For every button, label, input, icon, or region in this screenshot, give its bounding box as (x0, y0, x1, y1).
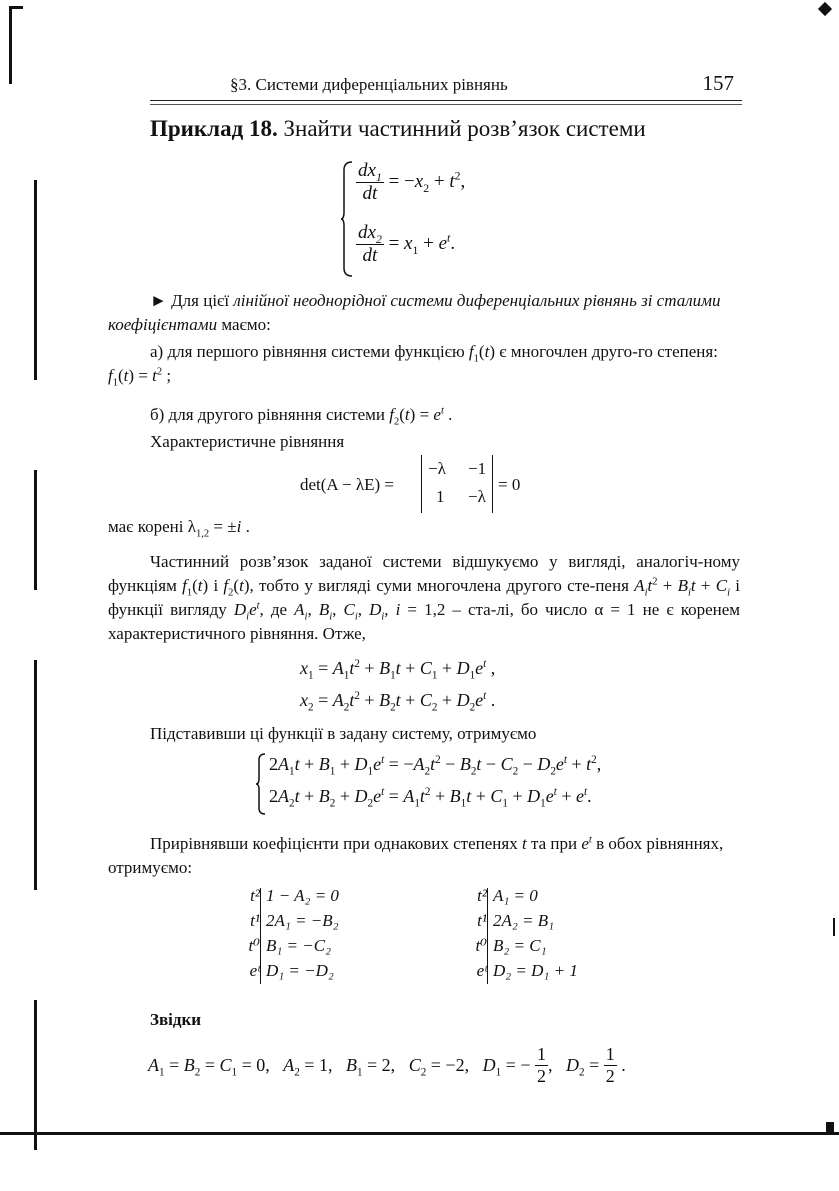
scan-edge-left-3 (34, 660, 37, 890)
page-number: 157 (702, 71, 734, 95)
table-row (230, 961, 380, 986)
determinant (300, 455, 560, 515)
intro-plain: Для цієї (171, 291, 230, 310)
substituted-eq1: $2A_1t + B_1 + D_1e^t = -A_2t^2 - B_2t - C_2 - D_2e^t + t^2$, (269, 754, 602, 778)
table-row (230, 886, 380, 911)
table-row (457, 936, 627, 961)
solution-form (300, 652, 495, 716)
roots-label: має корені (108, 517, 184, 536)
particular-text-3: і функції вигляду (108, 576, 741, 619)
x2-form: $x_2 = A_2t^2 + B_2t + C_2 + D_2e^t$ . (300, 690, 496, 714)
scan-edge-right (833, 918, 835, 936)
system-eq1: $\frac{dx_1}{dt}$ = $-x_2 + t^2$, (358, 160, 466, 204)
fraction-one-half-2: $\frac{1}{2}$ (605, 1044, 615, 1086)
table-value: D₂ = D₁ + 1 (493, 961, 578, 980)
table-value: B₂ = C₁ (493, 936, 547, 955)
system-brace (340, 160, 354, 278)
table-key: t² (250, 886, 260, 905)
table-row (230, 936, 380, 961)
table-value: A₁ = 0 (493, 886, 538, 905)
example-heading (150, 116, 646, 142)
substitute-line: Підставивши ці функції в задану систему, отримуємо (150, 724, 537, 743)
det-cell-11: −λ (428, 459, 446, 478)
table-key: eᵗ (249, 961, 260, 980)
coef-table-left (230, 886, 380, 986)
example-title: Знайти частинний розв’язок системи (283, 116, 646, 141)
final-result: $A_1 = B_2 = C_1 = 0$, $A_2 = 1$, $B_1 = 2$, $C_2 = -2$, $D_1$ = − $\frac{1}{2}$ , $D_2$ = $\frac{1}{2}$ . (148, 1044, 626, 1086)
equate-text-2: та при (530, 834, 578, 853)
substituted-eq2: $2A_2t + B_2 + D_2e^t = A_1t^2 + B_1t + C_1 + D_1e^t + e^t$. (269, 786, 592, 810)
hence-label: Звідки (150, 1010, 202, 1029)
item-a-mid: є многочлен друго-го степеня: (499, 342, 718, 361)
table-value: 1 − A₂ = 0 (266, 886, 339, 905)
intro-end: маємо: (221, 315, 271, 334)
table-key: t² (477, 886, 487, 905)
x1-form: $x_1 = A_1t^2 + B_1t + C_1 + D_1e^t$ , (300, 658, 496, 682)
table-value: D₁ = −D₂ (266, 961, 334, 980)
scan-edge-left-2 (34, 470, 37, 590)
item-b: б) для другого рівняння системи $f_2(t) = e^t$ . (150, 405, 453, 428)
substituted-brace (255, 752, 267, 816)
scan-edge-bottom-right (826, 1122, 834, 1134)
det-lhs: det(A − λE) = (300, 475, 394, 494)
table-row (457, 911, 627, 936)
particular-text-4: , де (259, 600, 288, 619)
intro-paragraph (108, 289, 740, 337)
table-row (230, 911, 380, 936)
char-eq-label: Характеристичне рівняння (150, 432, 345, 451)
table-row (457, 961, 627, 986)
scan-edge-top-left-corner (9, 6, 23, 9)
example-label: Приклад 18. (150, 116, 278, 141)
scan-edge-top-right (818, 2, 832, 16)
table-key: t¹ (477, 911, 487, 930)
table-key: eᵗ (476, 961, 487, 980)
table-value: B₁ = −C₂ (266, 936, 331, 955)
header-title: §3. Системи диференціальних рівнянь (230, 75, 508, 94)
particular-text-5: – ста-лі, бо число (452, 600, 588, 619)
item-a-start: а) для першого рівняння системи функцією (150, 342, 465, 361)
coef-table-right (457, 886, 627, 986)
equate-text-3: в обох рівняннях, отримуємо: (108, 834, 724, 877)
equate-paragraph: Прирівнявши коефіцієнти при однакових степенях t та при $e^t$ в обох рівняннях, отримуємо: (108, 834, 724, 877)
roots-line: має корені $\lambda_{1,2} = \pm i$ . (108, 517, 250, 540)
det-rhs: = 0 (498, 475, 521, 494)
particular-text-2: , тобто у вигляді суми многочлена другого сте-пеня (249, 576, 629, 595)
item-a: а) для першого рівняння системи функцією $f_1(t)$ є многочлен друго-го степеня: $f_1(t) = t^2$ ; (108, 342, 718, 389)
substituted-system (255, 752, 725, 816)
running-header (150, 73, 740, 97)
det-cell-21: 1 (436, 487, 445, 506)
det-matrix (421, 455, 493, 513)
scan-edge-bottom (0, 1132, 839, 1135)
scan-edge-left-4 (34, 1000, 37, 1150)
table-key: t¹ (250, 911, 260, 930)
det-cell-22: −λ (468, 487, 486, 506)
particular-text-1: Частинний розв’язок заданої системи відшукуємо у вигляді, аналогіч-ному функціям (108, 552, 740, 595)
header-rule (150, 100, 742, 101)
fraction-one-half: $\frac{1}{2}$ (536, 1044, 546, 1086)
table-row (457, 886, 627, 911)
particular-text-6: не є коренем характеристичного рівняння. Отже, (108, 600, 741, 643)
particular-paragraph: Частинний розв’язок заданої системи відшукуємо у вигляді, аналогіч-ному функціям $f_1(t)$ і $f_2(t)$, тобто у вигляді суми многочлена другого сте-пеня $A_it^2 + B_it + C_i$ і функції вигляду $D_ie^t$, де $A_i$, $B_i$, $C_i$, $D_i$, i = 1,2 – ста-лі, бо число α = 1 не є коренем характеристичного рівняння. Отже, (108, 552, 741, 643)
item-b-text: б) для другого рівняння системи (150, 405, 385, 424)
table-key: t⁰ (248, 936, 260, 955)
table-value: 2A₂ = B₁ (493, 911, 555, 930)
system-eq2: $\frac{dx_2}{dt}$ = $x_1 + e^t$. (358, 222, 456, 266)
table-value: 2A₁ = −B₂ (266, 911, 339, 930)
triangle-marker-icon: ► (150, 291, 167, 310)
scan-edge-top-left (9, 6, 12, 84)
table-key: t⁰ (475, 936, 487, 955)
given-system (340, 160, 520, 278)
intro-italic: лінійної неоднорідної системи диференціальних рівнянь зі сталими коефіцієнтами (108, 291, 721, 334)
det-cell-12: −1 (468, 459, 487, 478)
equate-text-1: Прирівнявши коефіцієнти при однакових степенях (150, 834, 518, 853)
header-rule-thin (150, 104, 742, 105)
scan-edge-left-1 (34, 180, 37, 380)
